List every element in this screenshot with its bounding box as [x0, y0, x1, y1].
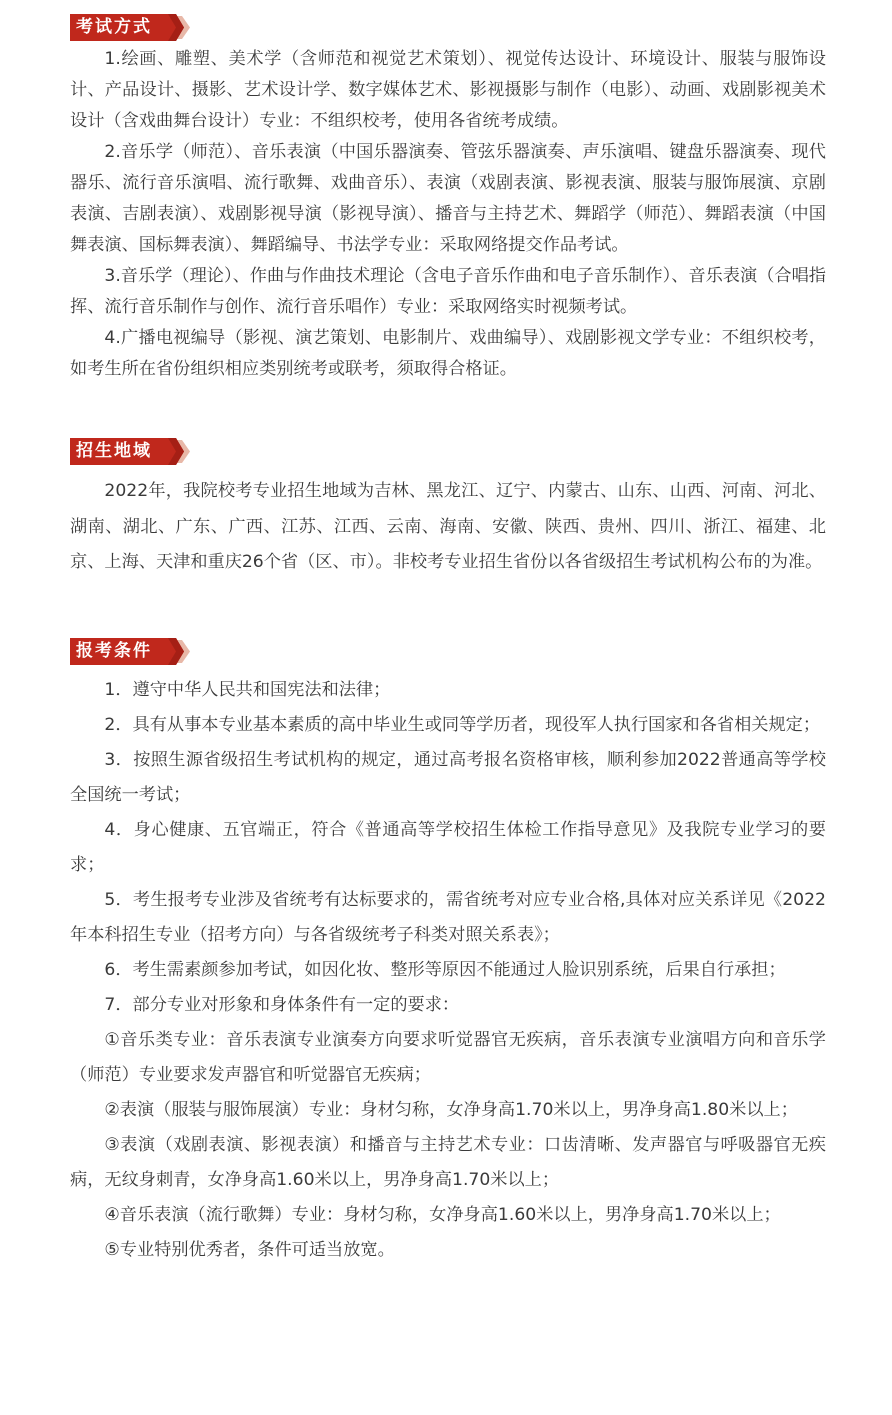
section-heading-requirements — [70, 638, 190, 665]
paragraph: 7．部分专业对形象和身体条件有一定的要求： — [104, 995, 460, 1015]
section-body-exam-method — [70, 44, 826, 385]
paragraph: 1．遵守中华人民共和国宪法和法律； — [104, 680, 391, 700]
section-title: 考试方式 — [76, 17, 152, 37]
section-body-enrollment-region — [70, 474, 826, 581]
paragraph: 4.广播电视编导（影视、演艺策划、电影制片、戏曲编导）、戏剧影视文学专业：不组织校考，如考生所在省份组织相应类别统考或联考，须取得合格证。 — [70, 328, 826, 379]
paragraph: 3．按照生源省级招生考试机构的规定，通过高考报名资格审核，顺利参加2022普通高等学校全国统一考试； — [70, 750, 826, 805]
paragraph: ⑤专业特别优秀者，条件可适当放宽。 — [104, 1240, 395, 1260]
paragraph: 3.音乐学（理论）、作曲与作曲技术理论（含电子音乐作曲和电子音乐制作）、音乐表演（合唱指挥、流行音乐制作与创作、流行音乐唱作）专业：采取网络实时视频考试。 — [70, 266, 826, 317]
paragraph: 2.音乐学（师范）、音乐表演（中国乐器演奏、管弦乐器演奏、声乐演唱、键盘乐器演奏、现代器乐、流行音乐演唱、流行歌舞、戏曲音乐）、表演（戏剧表演、影视表演、服装与服饰展演、京剧表演、吉剧表演）、戏剧影视导演（影视导演）、播音与主持艺术、舞蹈学（师范）、舞蹈表演（中国舞表演、国标舞表演）、舞蹈编导、书法学专业：采取网络提交作品考试。 — [70, 142, 826, 255]
paragraph: 1.绘画、雕塑、美术学（含师范和视觉艺术策划）、视觉传达设计、环境设计、服装与服饰设计、产品设计、摄影、艺术设计学、数字媒体艺术、影视摄影与制作（电影）、动画、戏剧影视美术设计（含戏曲舞台设计）专业：不组织校考，使用各省统考成绩。 — [70, 49, 826, 131]
paragraph: 2022年，我院校考专业招生地域为吉林、黑龙江、辽宁、内蒙古、山东、山西、河南、河北、湖南、湖北、广东、广西、江苏、江西、云南、海南、安徽、陕西、贵州、四川、浙江、福建、北京、上海、天津和重庆26个省（区、市）。非校考专业招生省份以各省级招生考试机构公布的为准。 — [70, 481, 826, 572]
paragraph: ④音乐表演（流行歌舞）专业：身材匀称，女净身高1.60米以上，男净身高1.70米以上； — [104, 1205, 781, 1225]
section-title: 招生地域 — [76, 441, 152, 461]
paragraph: ②表演（服装与服饰展演）专业：身材匀称，女净身高1.70米以上，男净身高1.80米以上； — [104, 1100, 798, 1120]
section-title: 报考条件 — [76, 641, 152, 661]
section-heading-enrollment-region — [70, 438, 190, 465]
paragraph: 2．具有从事本专业基本素质的高中毕业生或同等学历者，现役军人执行国家和各省相关规定； — [104, 715, 821, 735]
paragraph: 6．考生需素颜参加考试，如因化妆、整形等原因不能通过人脸识别系统，后果自行承担； — [104, 960, 786, 980]
paragraph: ①音乐类专业：音乐表演专业演奏方向要求听觉器官无疾病，音乐表演专业演唱方向和音乐学（师范）专业要求发声器官和听觉器官无疾病； — [70, 1030, 826, 1085]
paragraph: 5．考生报考专业涉及省统考有达标要求的，需省统考对应专业合格,具体对应关系详见《2022年本科招生专业（招考方向）与各省级统考子科类对照关系表》； — [70, 890, 826, 945]
paragraph: 4．身心健康、五官端正，符合《普通高等学校招生体检工作指导意见》及我院专业学习的要求； — [70, 820, 826, 875]
paragraph: ③表演（戏剧表演、影视表演）和播音与主持艺术专业：口齿清晰、发声器官与呼吸器官无疾病，无纹身刺青，女净身高1.60米以上，男净身高1.70米以上； — [70, 1135, 826, 1190]
section-body-requirements — [70, 673, 826, 1268]
section-heading-exam-method — [70, 14, 190, 41]
